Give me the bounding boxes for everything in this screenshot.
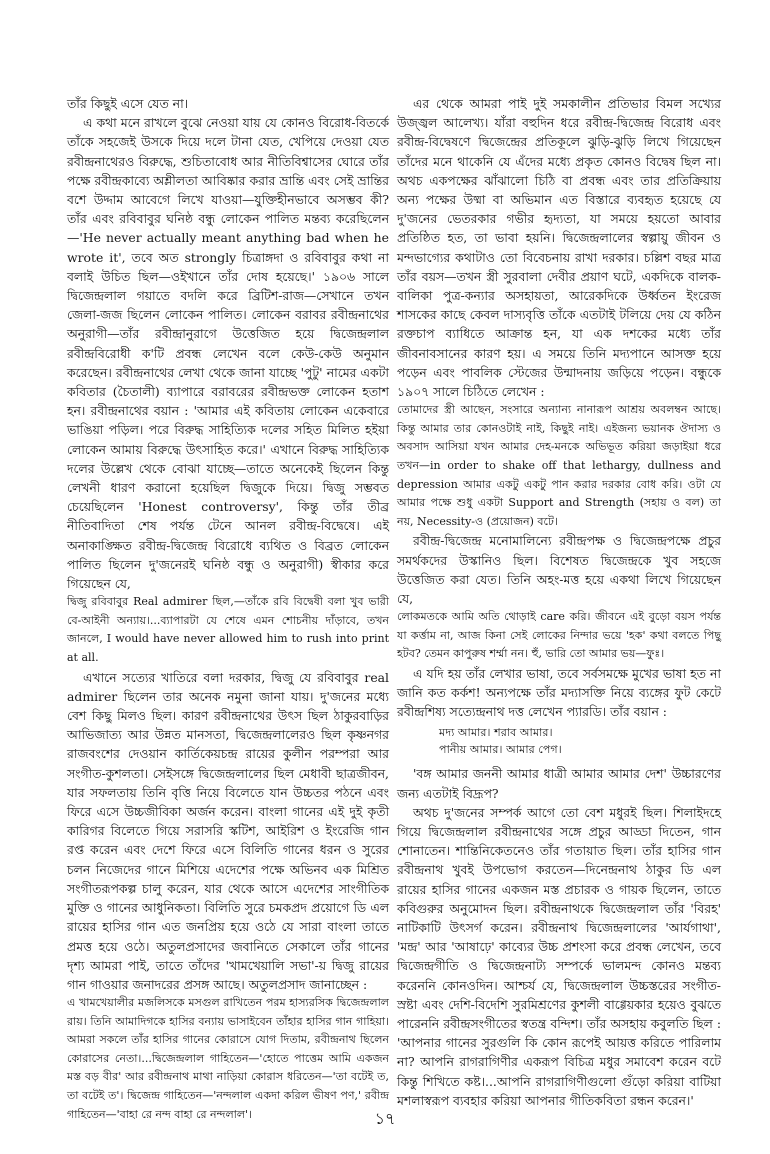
block-quote: এ খামখেয়ালীর মজলিসকে মসগুল রাখিতেন পরম হাস্যরসিক দ্বিজেন্দ্রলাল রায়। তিনি আমাদিগকে হাসির বন্যায় ভাসাইবেন তাঁহার হাসির গান গাহিয়া। আমরা সকলে তাঁর হাসির গানের কোরাসে যোগ দিতাম, রবীন্দ্রনাথ ছিলেন কোরাসের নেতা।...দ্বিজেন্দ্রলাল গাহিতেন—'হোতে পাত্তেম আমি একজন মস্ত বড় বীর' আর রবীন্দ্রনাথ মাথা নাড়িয়া কোরাস ধরিতেন—'তা বটেই ত, তা বটেই ত'। দ্বিজেন্দ্র গাহিতেন—'নন্দলাল একদা করিল ভীষণ পণ,' রবীন্দ্র গাহিতেন—'বাহা রে নন্দ বাহা রে নন্দলাল'। [67,996,389,1121]
block-quote: তোমাদের স্ত্রী আছেন, সংসারে অন্যান্য নানারূপ আশ্রয় অবলম্বন আছে। কিন্তু আমার তার কোনওটাই নাই, কিছুই নাই। এইজন্য ভয়ানক ঔদাস্য ও অবসাদ আসিয়া যখন আমার দেহ-মনকে অভিভূত করিয়া জড়াইয়া ধরে তখন—in order to shake off that lethargy, dullness and depression আমার একটু একটু পান করার দরকার বোধ করি। ওটা যে আমার পক্ষে শুধু একটা Support and Strength (সহায় ও বল) তা নয়, Necessity-ও (প্রয়োজন) বটে। [397,403,721,528]
verse-quote [439,724,721,759]
paragraph: এ যদি হয় তাঁর লেখার ভাষা, তবে সর্বসমক্ষে মুখের ভাষা হত না জানি কত কর্কশ! অন্যপক্ষে তাঁর মদ্যাসক্তি নিয়ে ব্যঙ্গের ফুট কেটে রবীন্দ্রশিষ্য সত্যেন্দ্রনাথ দত্ত লেখেন প্যারডি। তাঁর বয়ান : [397,666,721,720]
paragraph: রবীন্দ্র-দ্বিজেন্দ্র মনোমালিন্যে রবীন্দ্রপক্ষ ও দ্বিজেন্দ্রপক্ষে প্রচুর সমর্থকদের উস্কানিও ছিল। বিশেষত দ্বিজেন্দ্রকে খুব সহজে উত্তেজিত করা যেত। তিনি অহং-মত্ত হয়ে একথা লিখে গিয়েছেন যে, [397,533,721,607]
left-column [67,94,389,1124]
page-number: ১৭ [374,1109,396,1128]
verse-line: মদ্য আমার। শরাব আমার। [439,725,553,739]
block-quote: দ্বিজু রবিবাবুর Real admirer ছিল,—তাঁকে রবি বিদ্বেষী বলা খুব ভারী বে-আইনী অন্যায়।...ব্যাপারটা যে শেষে এমন শোচনীয় দাঁড়াবে, তখন জানলে, I would have never allowed him to rush into print at all. [67,595,389,665]
paragraph: 'বঙ্গ আমার জননী আমার ধাত্রী আমার আমার দেশ' উচ্চারণের জন্য এতটাই বিদ্রূপ? [397,766,721,801]
paragraph: তাঁর কিছুই এসে যেত না। [67,96,189,111]
paragraph: এখানে সত্যের খাতিরে বলা দরকার, দ্বিজু যে রবিবাবুর real admirer ছিলেন তার অনেক নমুনা জানা যায়। দু'জনের মধ্যে বেশ কিছু মিলও ছিল। কারণ রবীন্দ্রনাথের উৎস ছিল ঠাকুরবাড়ির আভিজাত্য আর উন্নত মানসতা, দ্বিজেন্দ্রলালেরও ছিল কৃষ্ণনগর রাজবংশের দেওয়ান কার্তিকেয়চন্দ্র রায়ের কুলীন পরম্পরা আর সংগীত-কুশলতা। সেইসঙ্গে দ্বিজেন্দ্রলালের ছিল মেধাবী ছাত্রজীবন, যার সফলতায় তিনি বৃত্তি নিয়ে বিলেতে যান উচ্চতর পঠনে এবং ফিরে এসে উচ্চজীবিকা অর্জন করেন। বাংলা গানের এই দুই কৃতী কারিগর বিলেতে গিয়ে সরাসরি স্কটিশ, আইরিশ ও ইংরেজি গান রপ্ত করেন এবং দেশে ফিরে এসে বিলিতি গানের ধরন ও সুরের চলন নিজেদের গানে মিশিয়ে এদেশের পক্ষে অভিনব এক মিশ্রিত সংগীতরূপকল্প চালু করেন, যার থেকে আসে এদেশের সাংগীতিক মুক্তি ও গানের আধুনিকতা। বিলিতি সুরে চমকপ্রদ প্রয়োগে ডি এল রায়ের হাসির গান এত জনপ্রিয় হয়ে ওঠে যে সারা বাংলা তাতে প্রমত্ত হয়ে ওঠে। অতুলপ্রসাদের জবানিতে সেকালে তাঁর গানের দৃশ্য আমরা পাই, তাতে তাঁদের 'খামখেয়ালি সভা'-য় দ্বিজু রায়ের গান গাওয়ার জনাদরের প্রসঙ্গ আছে। অতুলপ্রসাদ জানাচ্ছেন : [67,669,389,992]
paragraph: এ কথা মনে রাখলে বুঝে নেওয়া যায় যে কোনও বিরোধ-বিতর্কে তাঁকে সহজেই উসকে দিয়ে দলে টানা যেত, খেপিয়ে দেওয়া যেত রবীন্দ্রনাথেরও বিরুদ্ধে, শুচিতাবোধ আর নীতিবিশ্বাসের ঘোরে তাঁর পক্ষে রবীন্দ্রকাব্যে অশ্লীলতা আবিষ্কার করার ভ্রান্তি এবং সেই ভ্রান্তির বশে উদ্দাম আবেগে লিখে যাওয়া—যুক্তিহীনভাবে অসম্ভব কী? তাঁর এবং রবিবাবুর ঘনিষ্ঠ বন্ধু লোকেন পালিত মন্তব্য করেছিলেন—'He never actually meant anything bad when he wrote it', তবে অত strongly চিত্রাঙ্গদা ও রবিবাবুর কথা না বলাই উচিত ছিল—ওইখানে তাঁর দোষ হয়েছে।' ১৯০৬ সালে দ্বিজেন্দ্রলাল গয়াতে বদলি করে ব্রিটিশ-রাজ—সেখানে তখন জেলা-জজ ছিলেন লোকেন পালিত। লোকেন বরাবর রবীন্দ্রনাথের অনুরাগী—তাঁর রবীন্দ্রানুরাগে উত্তেজিত হয়ে দ্বিজেন্দ্রলাল রবীন্দ্রবিরোধী ক'টি প্রবন্ধ লেখেন বলে কেউ-কেউ অনুমান করেছেন। রবীন্দ্রনাথের লেখা থেকে জানা যাচ্ছে 'পুটু' নামের একটা কবিতার (চৈতালী) ব্যাপারে বরাবরের রবীন্দ্রভক্ত লোকেন হতাশ হন। রবীন্দ্রনাথের বয়ান : 'আমার এই কবিতায় লোকেন একেবারে ভাঙিয়া পড়িল। পরে বিরুদ্ধ সাহিত্যিক দলের সহিত মিলিত হইয়া লোকেন আমায় বিরুদ্ধে উৎসাহিত করে।' এখানে বিরুদ্ধ সাহিত্যিক দলের উল্লেখ থেকে বোঝা যাচ্ছে—তাতে অনেকেই ছিলেন কিন্তু লেখনী ধারণ করানো হয়েছিল দ্বিজুকে দিয়ে। দ্বিজু সম্ভবত চেয়েছিলেন 'Honest controversy', কিন্তু তাঁর তীব্র নীতিবাদিতা শেষ পর্যন্ত টেনে আনল রবীন্দ্র-বিদ্বেষে। এই অনাকাঙ্ক্ষিত রবীন্দ্র-দ্বিজেন্দ্র বিরোধে ব্যথিত ও বিব্রত লোকেন পালিত ছিলেন দু'জনেরই ঘনিষ্ঠ বন্ধু ও অনুরাগী) স্বীকার করে গিয়েছেন যে, [67,115,389,592]
verse-line: পানীয় আমার। আমার পেগ। [439,743,562,757]
paragraph: অথচ দু'জনের সম্পর্ক আগে তো বেশ মধুরই ছিল। শিলাইদহে গিয়ে দ্বিজেন্দ্রলাল রবীন্দ্রনাথের সঙ্গে প্রচুর আড্ডা দিতেন, গান শোনাতেন। শান্তিনিকেতনেও তাঁর গতায়াত ছিল। তাঁর হাসির গান রবীন্দ্রনাথ খুবই উপভোগ করতেন—দিনেন্দ্রনাথ ঠাকুর ডি এল রায়ের হাসির গানের একজন মস্ত প্রচারক ও গায়ক ছিলেন, তাতে কবিগুরুর অনুমোদন ছিল। রবীন্দ্রনাথকে দ্বিজেন্দ্রলাল তাঁর 'বিরহ' নাটিকাটি উৎসর্গ করেন। রবীন্দ্রনাথ দ্বিজেন্দ্রলালের 'আর্যগাথা', 'মন্দ্র' আর 'আষাঢ়ে' কাব্যের উচ্চ প্রশংসা করে প্রবন্ধ লেখেন, তবে দ্বিজেন্দ্রগীতি ও দ্বিজেন্দ্রনাট্য সম্পর্কে ভালমন্দ কোনও মন্তব্য করেননি কোনওদিন। আশ্চর্য যে, দ্বিজেন্দ্রলাল উচ্চস্তরের সংগীত-স্রষ্টা এবং দেশি-বিদেশি সুরমিশ্রণের কুশলী বাগ্গেয়কার হয়েও বুঝতে পারেননি রবীন্দ্রসংগীতের স্বতন্ত্র বন্দিশ। তাঁর অসহায় কবুলতি ছিল : 'আপনার গানের সুরগুলি কি কোন রূপেই আয়ত্ত করিতে পারিলাম না? আপনি রাগরাগিণীর একরূপ বিচিত্র মধুর সমাবেশ করেন বটে কিন্তু শিখিতে কষ্ট।...আপনি রাগরাগিণীগুলো গুঁড়ো করিয়া বাটিয়া মশলাস্বরূপ ব্যবহার করিয়া আপনার গীতিকবিতা রন্ধন করেন।' [397,804,721,1108]
block-quote: লোকমতকে আমি অতি থোড়াই care করি। জীবনে এই বুড়ো বয়স পর্যন্ত যা কর্ত্তাম না, আজ কিনা সেই লোকের নিন্দার ভয়ে 'হক' কথা বলতে পিছু হটব? তেমন কাপুরুষ শর্ম্মা নন। হুঁ, ভারি তো আমার ভয়—ফুঃ। [397,610,721,661]
right-column [397,94,721,1110]
paragraph: এর থেকে আমরা পাই দুই সমকালীন প্রতিভার বিমল সখ্যের উজ্জ্বল আলেখ্য। যাঁরা বহুদিন ধরে রবীন্দ্র-দ্বিজেন্দ্র বিরোধ এবং রবীন্দ্র-বিদ্বেষণে দ্বিজেন্দ্রের প্রতিকূলে ঝুড়ি-ঝুড়ি লিখে গিয়েছেন তাঁদের মনে থাকেনি যে এঁদের মধ্যে প্রকৃত কোনও বিদ্বেষ ছিল না। অথচ একপক্ষের ঝাঁঝালো চিঠি বা প্রবন্ধ এবং তার প্রতিক্রিয়ায় অন্য পক্ষের উষ্মা বা অভিমান এত বিস্তারে ব্যবহৃত হয়েছে যে দু'জনের ভেতরকার গভীর হৃদ্যতা, যা সময়ে হয়তো আবার প্রতিষ্ঠিত হত, তা ভাবা হয়নি। দ্বিজেন্দ্রলালের স্বল্পায়ু জীবন ও মন্দভাগ্যের কথাটাও তো বিবেচনায় রাখা দরকার। চল্লিশ বছর মাত্র তাঁর বয়স—তখন স্ত্রী সুরবালা দেবীর প্রয়াণ ঘটে, একদিকে বালক-বালিকা পুত্র-কন্যার অসহায়তা, আরেকদিকে উর্ধ্বতন ইংরেজ শাসকের কাছে কেবল দাস্যবৃত্তি তাঁকে এতটাই টলিয়ে দেয় যে কঠিন রক্তচাপ ব্যাধিতে আক্রান্ত হন, যা এক দশকের মধ্যে তাঁর জীবনাবসানের কারণ হয়। এ সময়ে তিনি মদ্যপানে আসক্ত হয়ে পড়েন এবং পাবলিক স্টেজের উন্মাদনায় জড়িয়ে পড়েন। বন্ধুকে ১৯০৭ সালে চিঠিতে লেখেন : [397,96,721,400]
